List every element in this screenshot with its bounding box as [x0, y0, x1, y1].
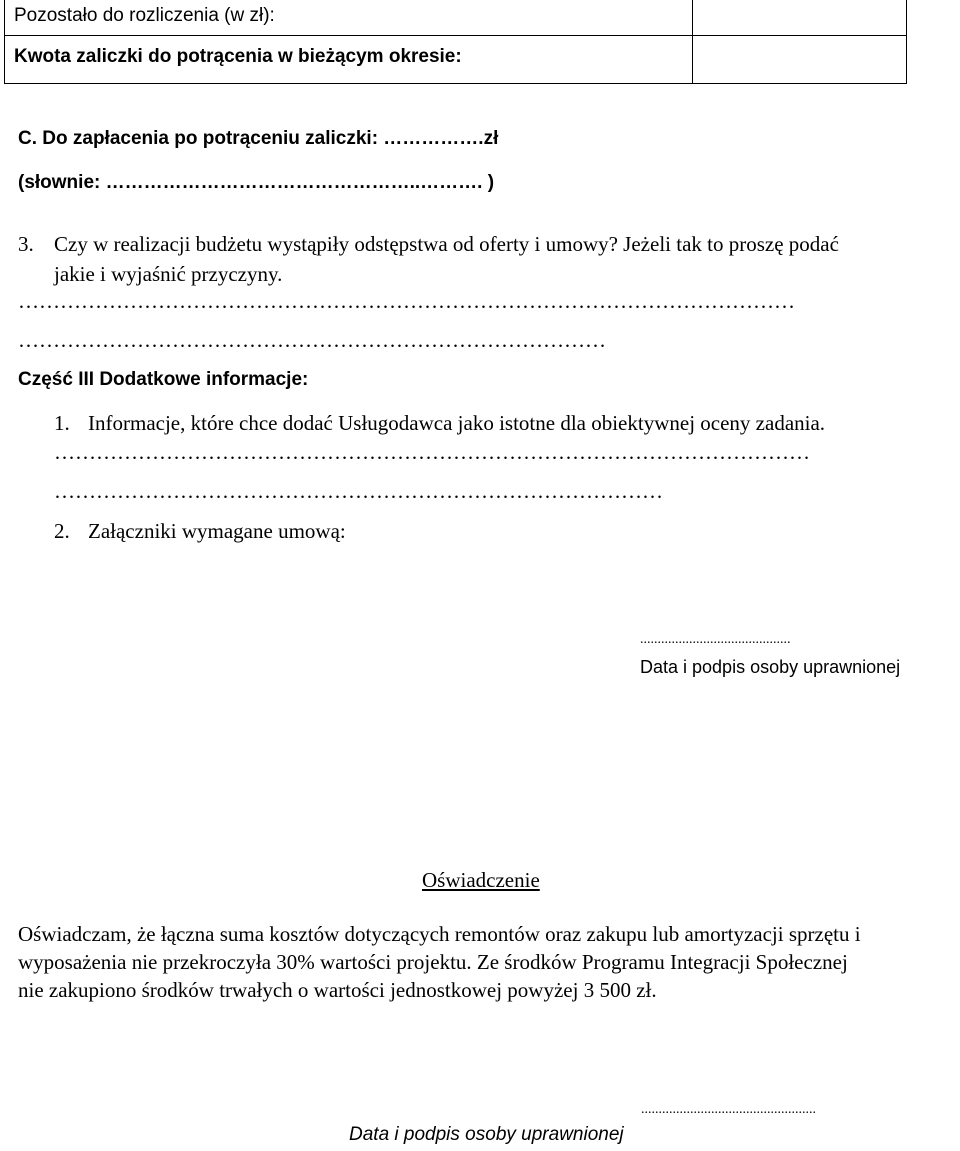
part3-item1-dots-1: ……………………………………………………………………………………………… — [54, 440, 810, 464]
declaration-line-3: nie zakupiono środków trwałych o wartości jednostkowej powyżej 3 500 zł. — [18, 978, 657, 1002]
part3-heading: Część III Dodatkowe informacje: — [18, 369, 309, 390]
part3-item1-dots-2: …………………………………………………………………………… — [54, 479, 663, 503]
signature1-dots: ........................................... — [640, 632, 791, 647]
section-c-amount: C. Do zapłacenia po potrąceniu zaliczki: …………….zł — [18, 128, 499, 149]
part3-item2-number: 2. — [54, 519, 70, 543]
table-row-advance-label: Kwota zaliczki do potrącenia w bieżącym okresie: — [14, 46, 462, 67]
declaration-line-2: wyposażenia nie przekroczyła 30% wartości projektu. Ze środków Programu Integracji Społecznej — [18, 950, 848, 974]
table-row-remaining-label: Pozostało do rozliczenia (w zł): — [14, 5, 275, 26]
part3-item1-number: 1. — [54, 411, 70, 435]
q3-question-line1: Czy w realizacji budżetu wystąpiły odstępstwa od oferty i umowy? Jeżeli tak to proszę podać — [54, 232, 839, 256]
signature2-label: Data i podpis osoby uprawnionej — [349, 1124, 624, 1145]
q3-answer-dots-2: ………………………………………………………………………… — [18, 328, 606, 352]
part3-item2-text: Załączniki wymagane umową: — [88, 519, 346, 543]
q3-number: 3. — [18, 232, 34, 256]
signature1-label: Data i podpis osoby uprawnionej — [640, 657, 901, 677]
section-c-words: (słownie: …………………………………………..………. ) — [18, 172, 495, 193]
q3-question-line2: jakie i wyjaśnić przyczyny. — [54, 262, 283, 286]
declaration-line-1: Oświadczam, że łączna suma kosztów dotyczących remontów oraz zakupu lub amortyzacji sprzętu i — [18, 922, 861, 946]
part3-item1-text: Informacje, które chce dodać Usługodawca jako istotne dla obiektywnej oceny zadania. — [88, 411, 826, 435]
signature2-dots: .................................................. — [641, 1102, 816, 1117]
declaration-title: Oświadczenie — [422, 868, 540, 892]
q3-answer-dots-1: ………………………………………………………………………………………………… — [18, 289, 795, 313]
